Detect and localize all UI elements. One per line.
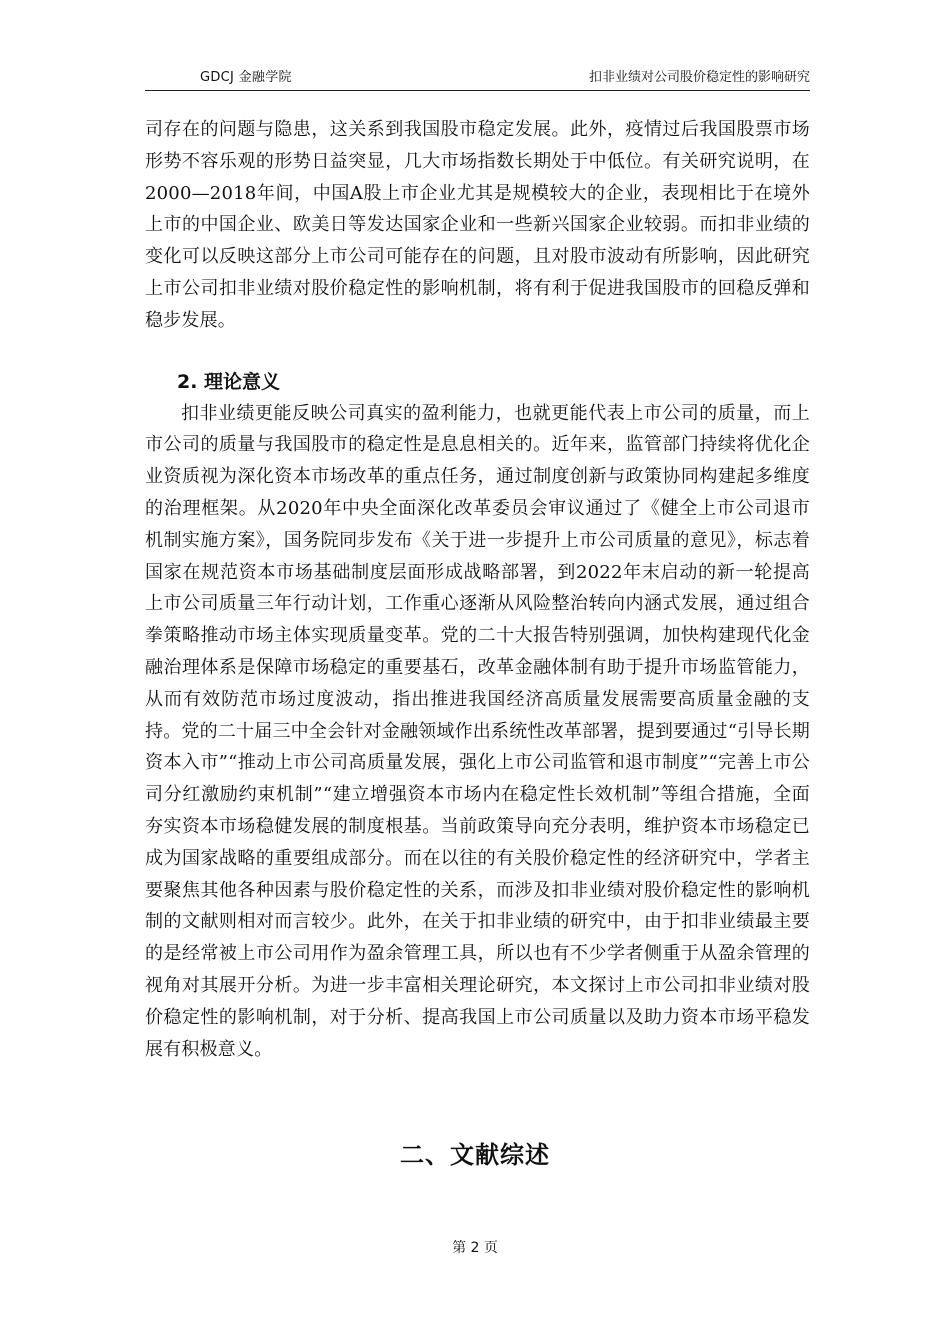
header-paper-title: 扣非业绩对公司股价稳定性的影响研究 xyxy=(588,70,810,85)
intro-paragraph: 司存在的问题与隐患，这关系到我国股市稳定发展。此外，疫情过后我国股票市场形势不容乐观的形势日益突显，几大市场指数长期处于中低位。有关研究说明，在2000—2018年间，中国A股上市企业尤其是规模较大的企业，表现相比于在境外上市的中国企业、欧美日等发达国家企业和一些新兴国家企业较弱。而扣非业绩的变化可以反映这部分上市公司可能存在的问题，且对股市波动有所影响，因此研究上市公司扣非业绩对股价稳定性的影响机制，将有利于促进我国股市的回稳反弹和稳步发展。 xyxy=(145,119,810,331)
header-institution: GDCJ 金融学院 xyxy=(200,70,292,85)
page-body xyxy=(145,114,810,1065)
subheading-theoretical-significance: 2. 理论意义 xyxy=(177,370,281,393)
theory-paragraph: 扣非业绩更能反映公司真实的盈利能力，也就更能代表上市公司的质量，而上市公司的质量与我国股市的稳定性是息息相关的。近年来，监管部门持续将优化企业资质视为深化资本市场改革的重点任务，通过制度创新与政策协同构建起多维度的治理框架。从2020年中央全面深化改革委员会审议通过了《健全上市公司退市机制实施方案》，国务院同步发布《关于进一步提升上市公司质量的意见》，标志着国家在规范资本市场基础制度层面形成战略部署，到2022年末启动的新一轮提高上市公司质量三年行动计划，工作重心逐渐从风险整治转向内涵式发展，通过组合拳策略推动市场主体实现质量变革。党的二十大报告特别强调，加快构建现代化金融治理体系是保障市场稳定的重要基石，改革金融体制有助于提升市场监管能力，从而有效防范市场过度波动，指出推进我国经济高质量发展需要高质量金融的支持。党的二十届三中全会针对金融领域作出系统性改革部署，提到要通过“引导长期资本入市”“推动上市公司高质量发展，强化上市公司监管和退市制度”“完善上市公司分红激励约束机制”“建立增强资本市场内在稳定性长效机制”等组合措施，全面夯实资本市场稳健发展的制度根基。当前政策导向充分表明，维护资本市场稳定已成为国家战略的重要组成部分。而在以往的有关股价稳定性的经济研究中，学者主要聚焦其他各种因素与股价稳定性的关系，而涉及扣非业绩对股价稳定性的影响机制的文献则相对而言较少。此外，在关于扣非业绩的研究中，由于扣非业绩最主要的是经常被上市公司用作为盈余管理工具，所以也有不少学者侧重于从盈余管理的视角对其展开分析。为进一步丰富相关理论研究，本文探讨上市公司扣非业绩对股价稳定性的影响机制，对于分析、提高我国上市公司质量以及助力资本市场平稳发展有积极意义。 xyxy=(145,402,810,1060)
section-title-literature-review: 二、文献综述 xyxy=(400,1141,550,1169)
page-number: 第 2 页 xyxy=(452,1240,498,1256)
page-header xyxy=(145,66,810,91)
